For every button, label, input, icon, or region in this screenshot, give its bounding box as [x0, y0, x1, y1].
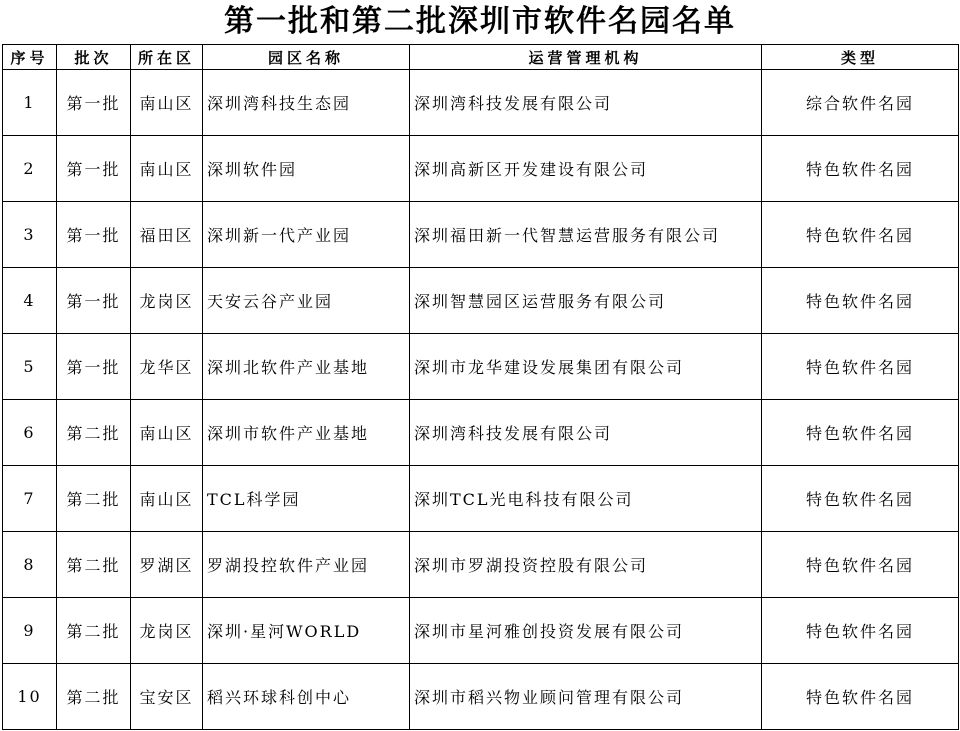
cell-park-name: 稻兴环球科创中心 — [203, 664, 410, 730]
cell-park-name: 深圳新一代产业园 — [203, 202, 410, 268]
cell-num: 9 — [3, 598, 57, 664]
cell-park-name: 深圳·星河WORLD — [203, 598, 410, 664]
cell-district: 福田区 — [131, 202, 203, 268]
cell-batch: 第二批 — [57, 664, 131, 730]
cell-num: 4 — [3, 268, 57, 334]
cell-type: 特色软件名园 — [762, 202, 959, 268]
cell-district: 龙华区 — [131, 334, 203, 400]
cell-district: 宝安区 — [131, 664, 203, 730]
cell-batch: 第一批 — [57, 334, 131, 400]
cell-type: 特色软件名园 — [762, 664, 959, 730]
cell-operator: 深圳TCL光电科技有限公司 — [410, 466, 762, 532]
cell-batch: 第二批 — [57, 532, 131, 598]
cell-type: 特色软件名园 — [762, 400, 959, 466]
header-org: 运营管理机构 — [410, 45, 762, 70]
cell-operator: 深圳智慧园区运营服务有限公司 — [410, 268, 762, 334]
cell-num: 5 — [3, 334, 57, 400]
table-row — [3, 532, 959, 598]
cell-district: 南山区 — [131, 400, 203, 466]
table-row — [3, 334, 959, 400]
cell-batch: 第一批 — [57, 136, 131, 202]
cell-district: 龙岗区 — [131, 598, 203, 664]
park-list-table — [2, 44, 959, 730]
cell-district: 罗湖区 — [131, 532, 203, 598]
table-row — [3, 400, 959, 466]
cell-batch: 第一批 — [57, 70, 131, 136]
cell-type: 特色软件名园 — [762, 532, 959, 598]
cell-park-name: 深圳软件园 — [203, 136, 410, 202]
cell-type: 特色软件名园 — [762, 136, 959, 202]
table-row — [3, 466, 959, 532]
header-batch: 批次 — [57, 45, 131, 70]
table-row — [3, 664, 959, 730]
cell-park-name: 罗湖投控软件产业园 — [203, 532, 410, 598]
cell-num: 3 — [3, 202, 57, 268]
header-type: 类型 — [762, 45, 959, 70]
cell-district: 南山区 — [131, 136, 203, 202]
cell-operator: 深圳福田新一代智慧运营服务有限公司 — [410, 202, 762, 268]
cell-num: 6 — [3, 400, 57, 466]
table-body — [3, 70, 959, 730]
table-row — [3, 598, 959, 664]
cell-batch: 第一批 — [57, 202, 131, 268]
cell-type: 特色软件名园 — [762, 268, 959, 334]
cell-park-name: 深圳湾科技生态园 — [203, 70, 410, 136]
header-district: 所在区 — [131, 45, 203, 70]
cell-operator: 深圳湾科技发展有限公司 — [410, 70, 762, 136]
cell-operator: 深圳高新区开发建设有限公司 — [410, 136, 762, 202]
cell-type: 特色软件名园 — [762, 598, 959, 664]
cell-batch: 第二批 — [57, 598, 131, 664]
cell-operator: 深圳市罗湖投资控股有限公司 — [410, 532, 762, 598]
cell-type: 特色软件名园 — [762, 334, 959, 400]
table-header-row — [3, 45, 959, 70]
table-row — [3, 70, 959, 136]
table-row — [3, 202, 959, 268]
cell-num: 8 — [3, 532, 57, 598]
cell-num: 2 — [3, 136, 57, 202]
cell-batch: 第一批 — [57, 268, 131, 334]
cell-operator: 深圳湾科技发展有限公司 — [410, 400, 762, 466]
cell-district: 南山区 — [131, 70, 203, 136]
header-name: 园区名称 — [203, 45, 410, 70]
cell-num: 10 — [3, 664, 57, 730]
cell-operator: 深圳市龙华建设发展集团有限公司 — [410, 334, 762, 400]
header-num: 序号 — [3, 45, 57, 70]
cell-type: 综合软件名园 — [762, 70, 959, 136]
cell-operator: 深圳市稻兴物业顾问管理有限公司 — [410, 664, 762, 730]
cell-type: 特色软件名园 — [762, 466, 959, 532]
cell-operator: 深圳市星河雅创投资发展有限公司 — [410, 598, 762, 664]
cell-district: 龙岗区 — [131, 268, 203, 334]
cell-district: 南山区 — [131, 466, 203, 532]
page-title: 第一批和第二批深圳市软件名园名单 — [224, 4, 736, 39]
table-row — [3, 136, 959, 202]
cell-park-name: TCL科学园 — [203, 466, 410, 532]
table-row — [3, 268, 959, 334]
cell-park-name: 深圳市软件产业基地 — [203, 400, 410, 466]
cell-num: 7 — [3, 466, 57, 532]
cell-batch: 第二批 — [57, 400, 131, 466]
cell-batch: 第二批 — [57, 466, 131, 532]
cell-park-name: 天安云谷产业园 — [203, 268, 410, 334]
cell-park-name: 深圳北软件产业基地 — [203, 334, 410, 400]
cell-num: 1 — [3, 70, 57, 136]
